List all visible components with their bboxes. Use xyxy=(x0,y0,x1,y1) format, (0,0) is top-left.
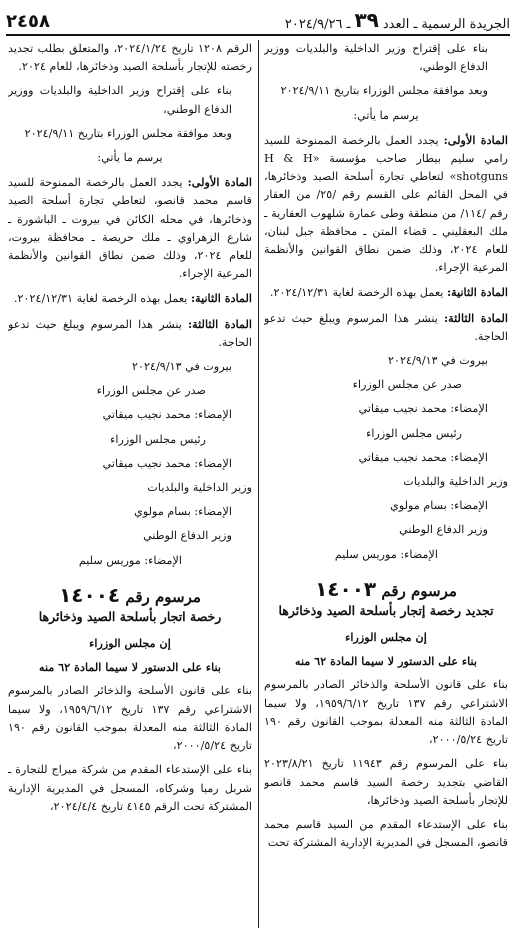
council-heading: إن مجلس الوزراء xyxy=(89,636,171,651)
issued-by: صدر عن مجلس الوزراء xyxy=(352,378,462,392)
article-text: يجدد العمل بالرخصة الممنوحة للسيد قاسم محمد قانصو، لتعاطي تجارة أسلحة الصيد وذخائرها، في محله الكائن في بيروت ـ الباشورة ـ شارع الزهراوي ـ ملك حريصة ـ محافظة بيروت، للعام ٢٠٢٤، وذلك ضمن نطاق القوانين والأنظمة المرعية الإجراء. xyxy=(8,176,252,281)
article-text: ينشر هذا المرسوم ويبلغ حيث تدعو الحاجة. xyxy=(264,311,508,343)
article-3 xyxy=(264,309,508,346)
request-ref: بناء على الإستدعاء المقدم من السيد قاسم محمد قانصو، المسجل في المديرية الإدارية المشتركة تحت xyxy=(264,817,508,850)
request-ref: بناء على الإستدعاء المقدم من شركة ميراج للتجارة ـ شربل رميا وشركاه، المسجل في المديرية الإدارية المشتركة تحت الرقم ٤١٤٥ تاريخ ٢٠٢٤/٤/٤، xyxy=(8,763,252,813)
paragraph: يرسم ما يأتي: xyxy=(353,108,419,122)
article-label: المادة الثانية: xyxy=(190,291,252,306)
paragraph: وبعد موافقة مجلس الوزراء بتاريخ ٢٠٢٤/٩/١١ xyxy=(280,84,488,98)
decree-title xyxy=(8,584,252,608)
page-header xyxy=(6,4,510,32)
column-divider xyxy=(258,40,259,928)
signatory-title: وزير الدفاع الوطني xyxy=(399,523,488,537)
article-text: يعمل بهذه الرخصة لغاية ٢٠٢٤/١٢/٣١. xyxy=(269,286,444,300)
signature: الإمضاء: بسام مولوي xyxy=(390,499,488,513)
law-ref: بناء على قانون الأسلحة والذخائر الصادر بالمرسوم الاشتراعي رقم ١٣٧ تاريخ ١٩٥٩/٦/١٢، ولا سيما المادة الثالثة منه المعدلة بموجب القانون رقم ١٩٠ تاريخ ٢٠٠٠/٥/٢٤، xyxy=(264,678,508,747)
place-date: بيروت في ٢٠٢٤/٩/١٣ xyxy=(132,360,232,374)
council-heading: إن مجلس الوزراء xyxy=(345,630,427,645)
place-date: بيروت في ٢٠٢٤/٩/١٣ xyxy=(388,354,488,368)
decree-ref: بناء على المرسوم رقم ١١٩٤٣ تاريخ ٢٠٢٣/٨/٢١ القاضي بتجديد رخصة السيد قاسم محمد قانصو للإتجار بأسلحة الصيد وذخائرها، xyxy=(264,757,508,807)
journal-info xyxy=(285,8,510,32)
decree-number: ١٤٠٠٣ xyxy=(315,576,377,601)
article-2 xyxy=(264,283,508,302)
constitution-ref: بناء على الدستور لا سيما المادة ٦٢ منه xyxy=(38,660,222,675)
law-ref: بناء على قانون الأسلحة والذخائر الصادر بالمرسوم الاشتراعي رقم ١٣٧ تاريخ ١٩٥٩/٦/١٢، ولا سيما المادة الثالثة منه المعدلة بموجب القانون رقم ١٩٠ تاريخ ٢٠٠٠/٥/٢٤، xyxy=(8,684,252,753)
signatory-title: رئيس مجلس الوزراء xyxy=(110,432,206,446)
page-number: ٢٤٥٨ xyxy=(6,11,50,32)
journal-name: الجريدة الرسمية ـ العدد xyxy=(382,17,510,32)
article-3 xyxy=(8,315,252,352)
article-label: المادة الثانية: xyxy=(446,285,508,300)
decree-label: مرسوم رقم xyxy=(381,581,457,600)
signature: الإمضاء: موريس سليم xyxy=(334,547,438,561)
decree-title xyxy=(264,578,508,602)
signature: الإمضاء: محمد نجيب ميقاتي xyxy=(102,408,232,422)
signature: الإمضاء: محمد نجيب ميقاتي xyxy=(358,450,488,464)
issue-number: ٣٩ xyxy=(354,8,379,32)
paragraph: بناء على إقتراح وزير الداخلية والبلديات ووزير الدفاع الوطني، xyxy=(8,84,232,116)
article-label: المادة الثالثة: xyxy=(188,316,252,331)
signature: الإمضاء: محمد نجيب ميقاتي xyxy=(102,456,232,470)
header-rule xyxy=(6,34,510,36)
article-text: يجدد العمل بالرخصة الممنوحة للسيد رامي سليم بيطار صاحب مؤسسة «H & H shotguns» لتعاطي تجارة أسلحة الصيد وذخائرها، في المحل القائم على القسم رقم /٢٥/ من العقار رقم /١١٤/ من منطقة وطى عمارة شلهوب العقارية ـ ملك البعقليني ـ قضاء المتن ـ محافظة جبل لبنان، للعام ٢٠٢٤، وذلك ضمن نطاق القوانين والأنظمة المرعية الإجراء. xyxy=(264,133,508,275)
left-column xyxy=(8,40,252,932)
issue-date: ـ ٢٠٢٤/٩/٢٦ xyxy=(284,17,351,32)
paragraph: الرقم ١٢٠٨ تاريخ ٢٠٢٤/١/٢٤، والمتعلق بطلب تجديد رخصته للإتجار بأسلحة الصيد وذخائرها، للعام ٢٠٢٤. xyxy=(8,42,252,74)
signatory-title: وزير الداخلية والبلديات xyxy=(147,481,252,495)
decree-number: ١٤٠٠٤ xyxy=(59,582,121,607)
signatory-title: رئيس مجلس الوزراء xyxy=(366,426,462,440)
article-1 xyxy=(264,131,508,278)
article-label: المادة الثالثة: xyxy=(444,310,508,325)
signature: الإمضاء: محمد نجيب ميقاتي xyxy=(358,402,488,416)
decree-subject: تجديد رخصة إتجار بأسلحة الصيد وذخائرها xyxy=(278,602,494,618)
article-2 xyxy=(8,289,252,308)
article-label: المادة الأولى: xyxy=(443,132,508,147)
decree-label: مرسوم رقم xyxy=(125,587,201,606)
signatory-title: وزير الدفاع الوطني xyxy=(143,529,232,543)
article-label: المادة الأولى: xyxy=(187,175,252,190)
paragraph: بناء على إقتراح وزير الداخلية والبلديات ووزير الدفاع الوطني، xyxy=(264,42,488,74)
signature: الإمضاء: بسام مولوي xyxy=(134,505,232,519)
article-text: ينشر هذا المرسوم ويبلغ حيث تدعو الحاجة. xyxy=(8,317,252,349)
right-column xyxy=(264,40,508,932)
paragraph: وبعد موافقة مجلس الوزراء بتاريخ ٢٠٢٤/٩/١١ xyxy=(24,126,232,140)
constitution-ref: بناء على الدستور لا سيما المادة ٦٢ منه xyxy=(294,654,478,669)
signatory-title: وزير الداخلية والبلديات xyxy=(403,475,508,489)
issued-by: صدر عن مجلس الوزراء xyxy=(96,384,206,398)
article-text: يعمل بهذه الرخصة لغاية ٢٠٢٤/١٢/٣١. xyxy=(13,292,188,306)
paragraph: يرسم ما يأتي: xyxy=(97,151,163,165)
article-1 xyxy=(8,173,252,283)
decree-subject: رخصة اتجار بأسلحة الصيد وذخائرها xyxy=(38,608,222,624)
signature: الإمضاء: موريس سليم xyxy=(78,553,182,567)
